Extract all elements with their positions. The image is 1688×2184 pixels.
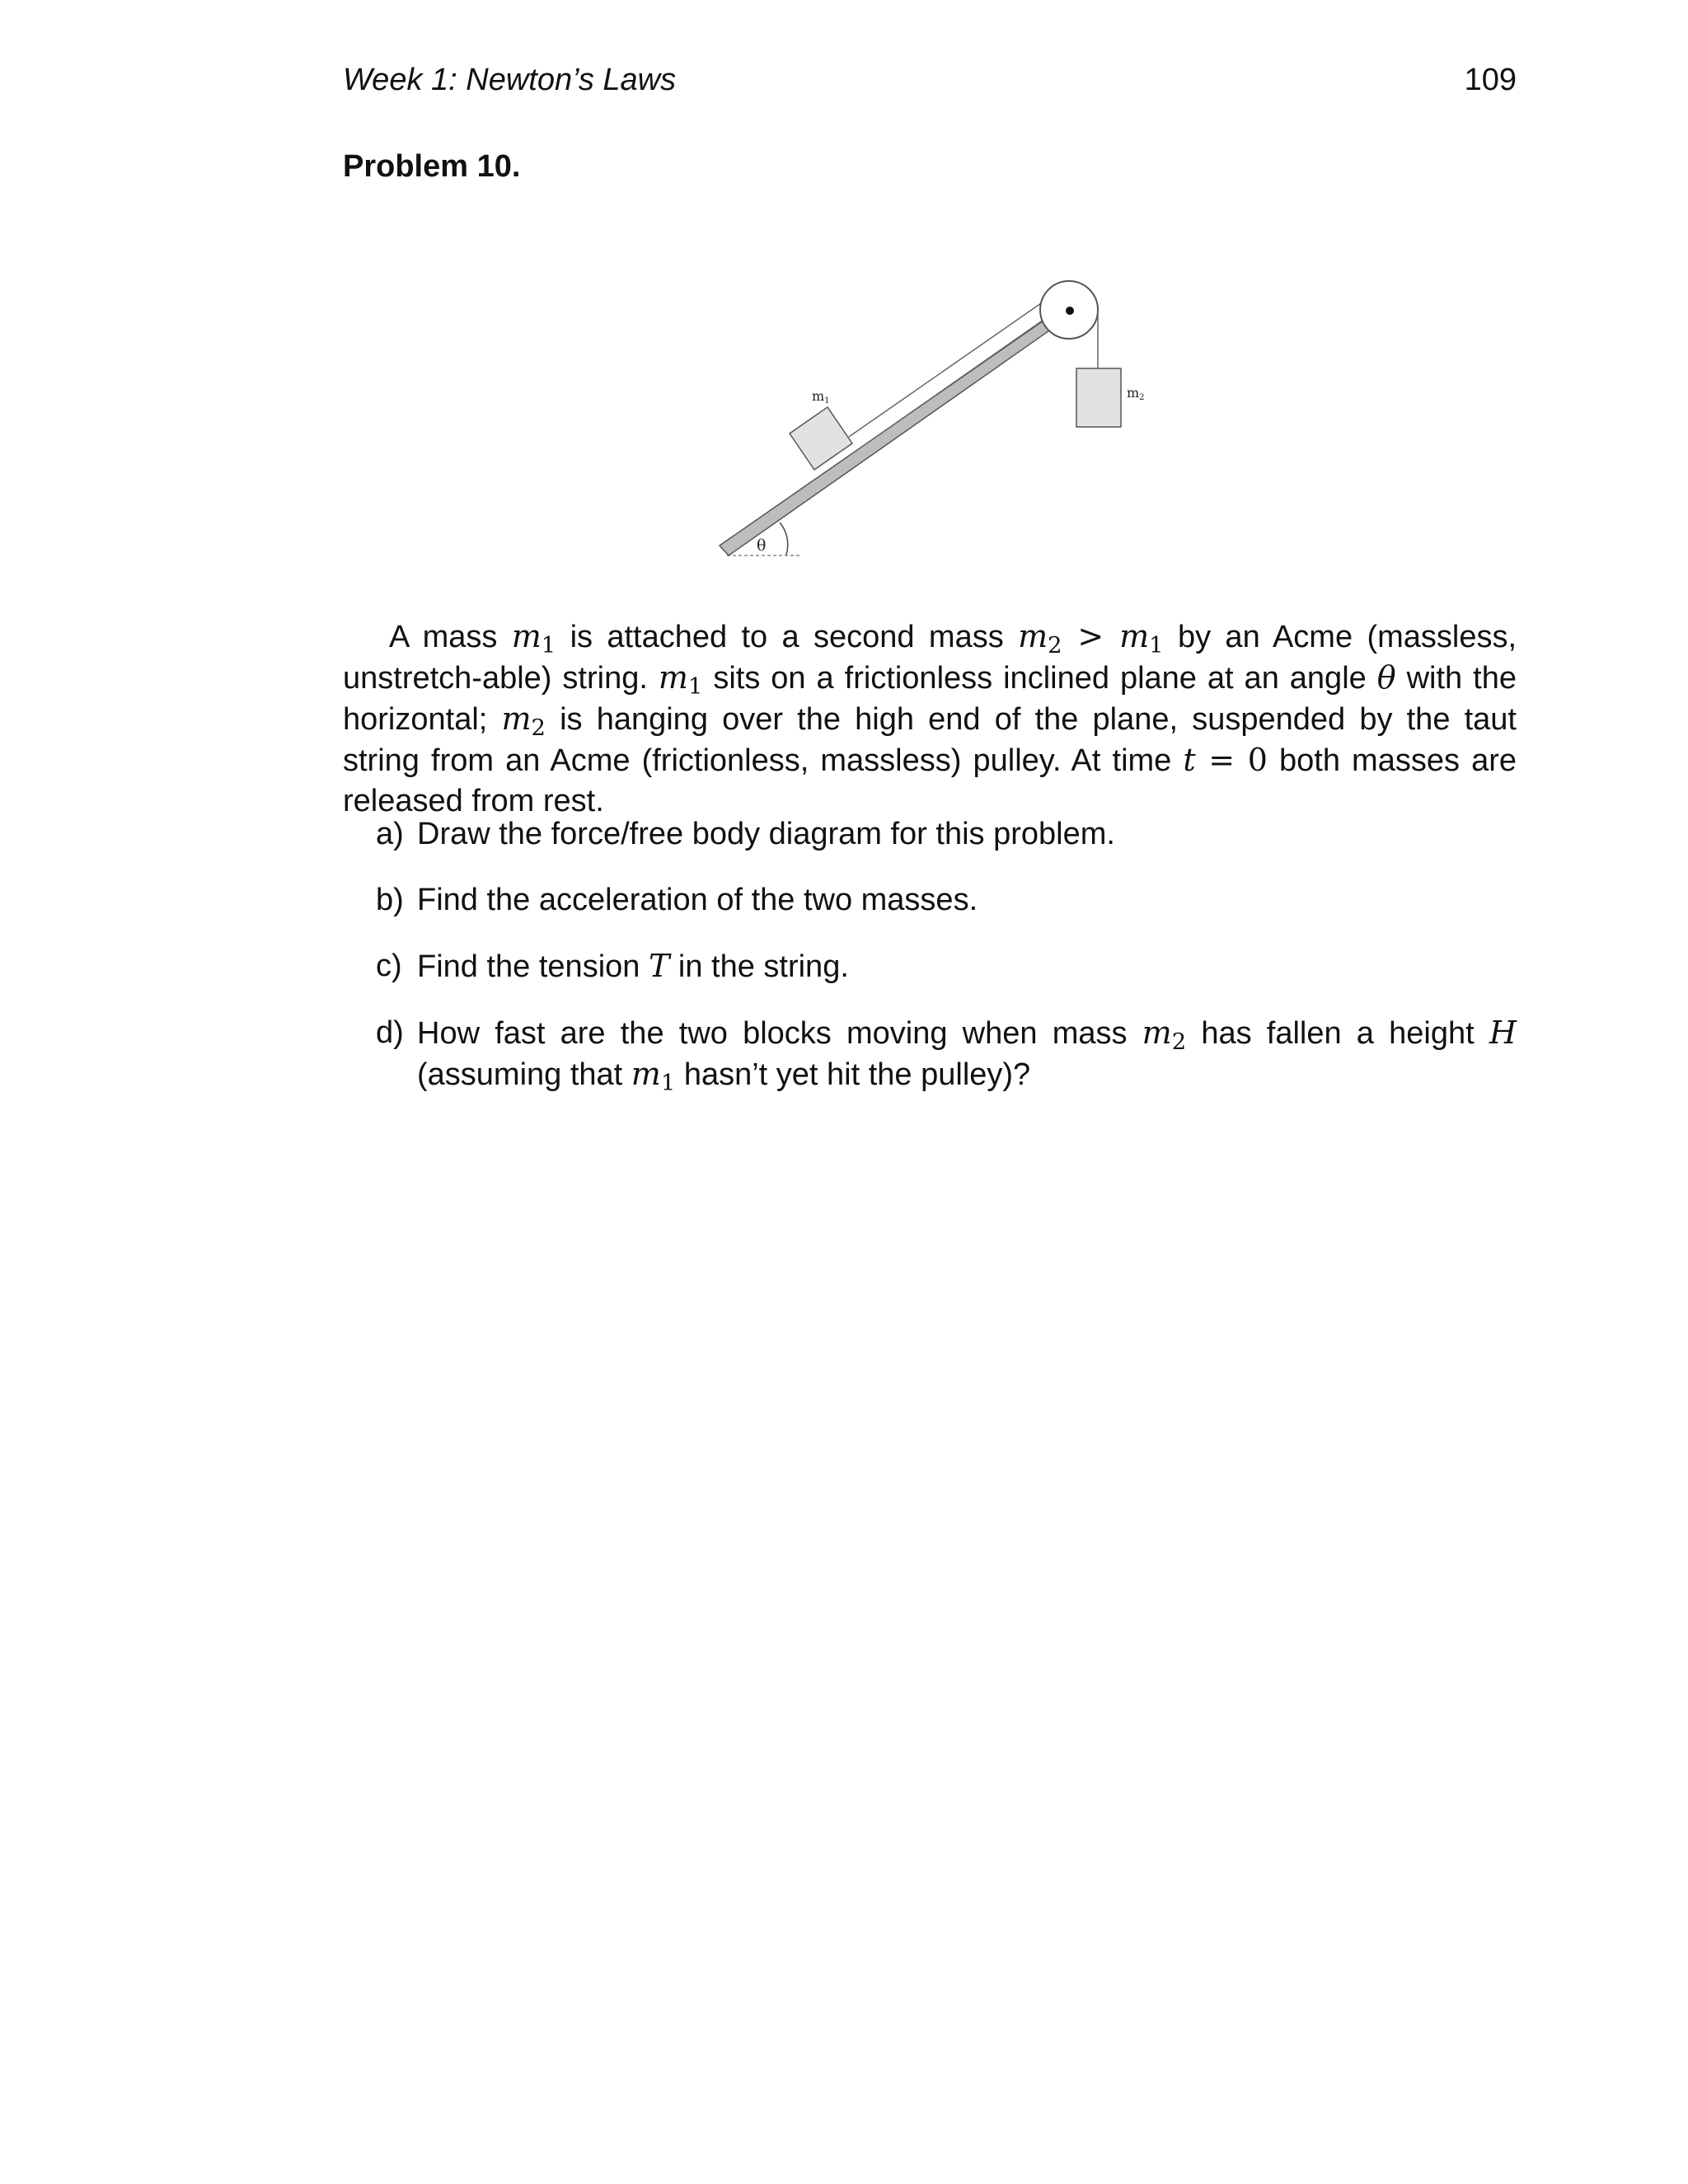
question-text: Draw the force/free body diagram for this problem.	[417, 817, 1115, 851]
statement-paragraph: A mass $m_1$ is attached to a second mass $m_2 > m_1$ by an Acme (massless, unstretch-able) string. $m_1$ sits on a frictionless inclined plane at an angle θ with the horizontal; $m_2$ is hanging over the high end of the plane, suspended by the taut string from an Acme (frictionless, massless) pulley. At time t = 0 both masses are released from rest.	[343, 618, 1517, 818]
running-title: Week 1: Newton’s Laws	[343, 63, 677, 97]
theta-label: θ	[757, 537, 767, 555]
inclined-plane	[720, 321, 1052, 555]
question-d	[343, 1013, 1517, 1095]
question-label: c)	[376, 949, 402, 983]
question-label: a)	[376, 817, 404, 851]
question-list	[343, 814, 1517, 1121]
question-label: b)	[376, 883, 404, 917]
m2-label: m2	[1127, 385, 1145, 402]
question-text: Find the acceleration of the two masses.	[417, 883, 978, 917]
problem-statement	[343, 616, 1517, 822]
page-number: 109	[1464, 63, 1517, 97]
question-label: d)	[376, 1015, 404, 1050]
string-incline	[849, 290, 1060, 437]
question-a	[343, 814, 1517, 855]
pulley-axle	[1066, 307, 1074, 315]
m1-label: m1	[812, 388, 830, 405]
question-c	[343, 946, 1517, 987]
string-lower-edge	[849, 312, 1055, 456]
figure-svg	[710, 272, 1156, 560]
block-m2	[1076, 368, 1121, 427]
question-text: How fast are the two blocks moving when mass $m_2$ has fallen a height H (assuming that $m_1$ hasn’t yet hit the pulley)?	[417, 1015, 1517, 1096]
question-b	[343, 880, 1517, 921]
angle-arc	[780, 523, 788, 555]
running-header	[343, 63, 1517, 104]
problem-title: Problem 10.	[343, 149, 521, 184]
question-text: Find the tension T in the string.	[417, 948, 849, 984]
incline-pulley-figure	[710, 272, 1156, 560]
